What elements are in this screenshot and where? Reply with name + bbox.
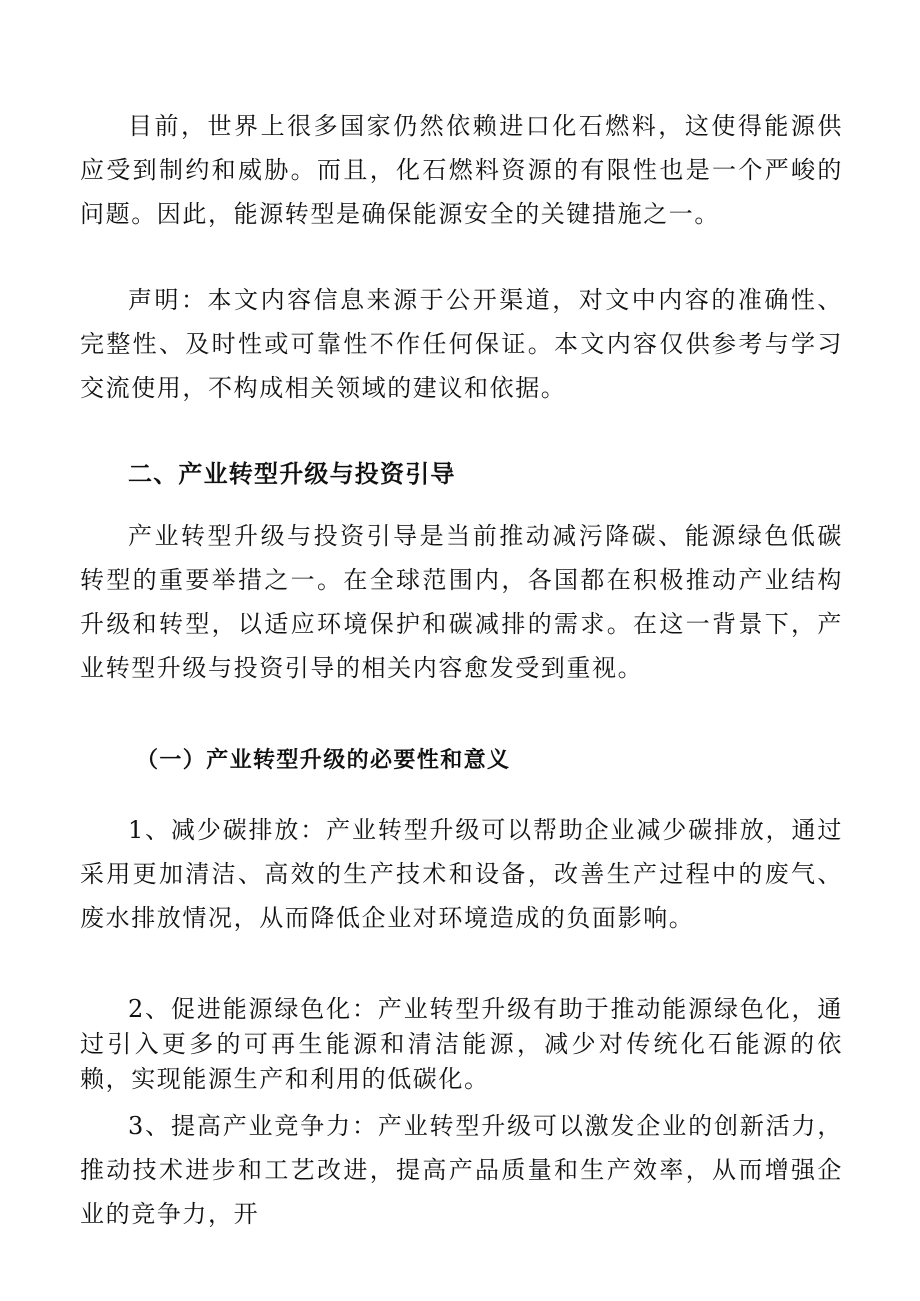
- paragraph-disclaimer: 声明：本文内容信息来源于公开渠道，对文中内容的准确性、完整性、及时性或可靠性不作任何保证。本文内容仅供参考与学习交流使用，不构成相关领域的建议和依据。: [80, 286, 843, 402]
- list-item-competitiveness: 3、提高产业竞争力：产业转型升级可以激发企业的创新活力，推动技术进步和工艺改进，提高产品质量和生产效率，从而增强企业的竞争力，开: [80, 1112, 843, 1228]
- subsection-heading: （一）产业转型升级的必要性和意义: [136, 747, 511, 773]
- list-item-green-energy: 2、促进能源绿色化：产业转型升级有助于推动能源绿色化，通过引入更多的可再生能源和清洁能源，减少对传统化石能源的依赖，实现能源生产和利用的低碳化。: [80, 995, 843, 1093]
- section-heading: 二、产业转型升级与投资引导: [128, 460, 456, 488]
- paragraph-energy-security: 目前，世界上很多国家仍然依赖进口化石燃料，这使得能源供应受到制约和威胁。而且，化石燃料资源的有限性也是一个严峻的问题。因此，能源转型是确保能源安全的关键措施之一。: [80, 112, 843, 228]
- paragraph-industry-upgrade-intro: 产业转型升级与投资引导是当前推动减污降碳、能源绿色低碳转型的重要举措之一。在全球范围内，各国都在积极推动产业结构升级和转型，以适应环境保护和碳减排的需求。在这一背景下，产业转型升级与投资引导的相关内容愈发受到重视。: [80, 522, 843, 682]
- list-item-reduce-carbon: 1、减少碳排放：产业转型升级可以帮助企业减少碳排放，通过采用更加清洁、高效的生产技术和设备，改善生产过程中的废气、废水排放情况，从而降低企业对环境造成的负面影响。: [80, 816, 843, 932]
